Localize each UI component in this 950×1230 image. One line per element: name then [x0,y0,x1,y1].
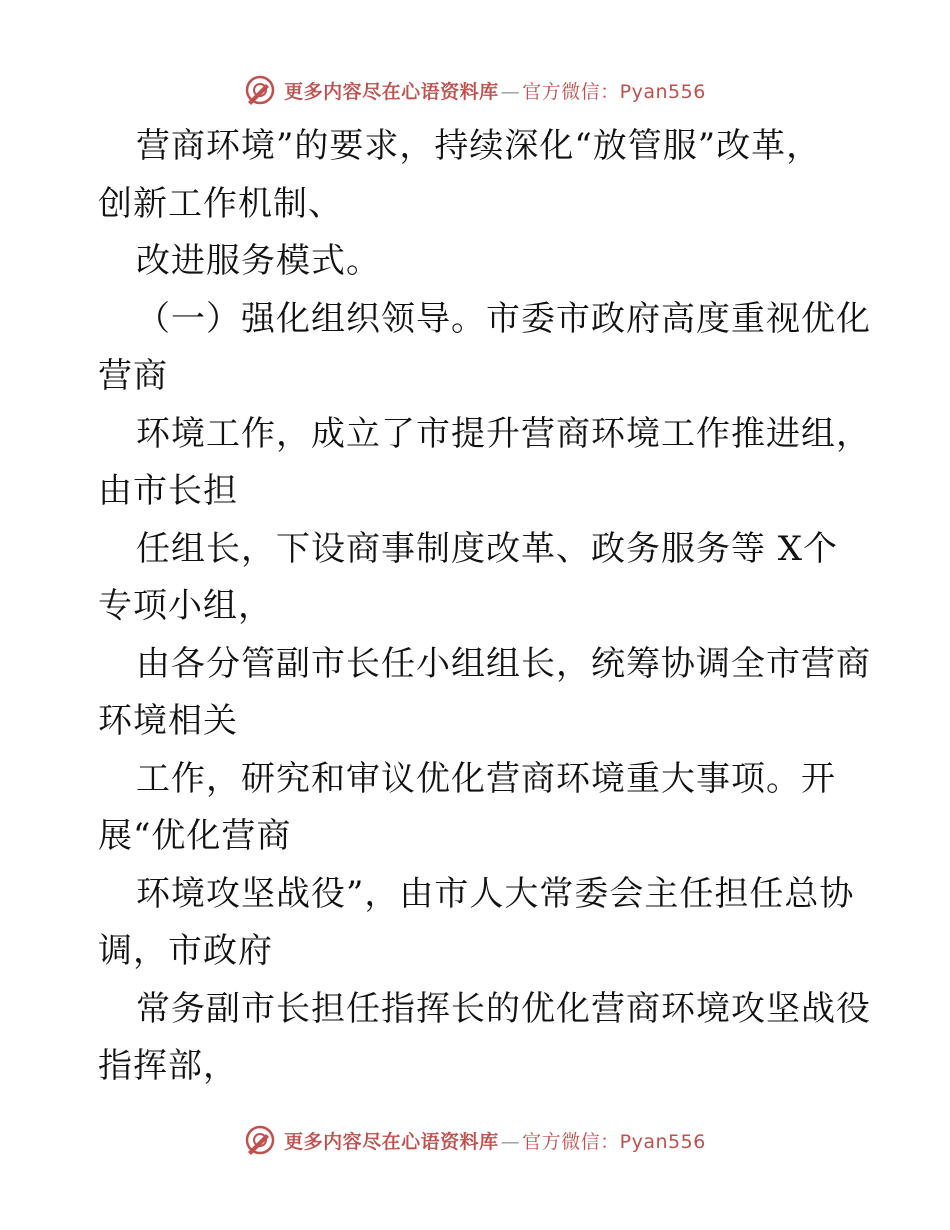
text-line: 展“优化营商 [98,816,292,856]
header-watermark [0,70,950,110]
text-line: 环境相关 [98,701,238,741]
text-line: 由市长担 [98,471,238,511]
text-line: 常务副市长担任指挥长的优化营商环境攻坚战役 [136,988,871,1029]
footer-watermark [0,1120,950,1160]
text-line: 调，市政府 [98,931,273,971]
watermark-sub-text: 官方微信：Pyan556 [522,1130,706,1153]
watermark-dash: — [500,1130,521,1153]
text-line: 创新工作机制、 [98,183,343,224]
text-line: 工作，研究和审议优化营商环境重大事项。开 [136,758,836,799]
text-line: 营商 [98,356,168,396]
pen-logo-icon [244,1124,276,1156]
text-line: （一）强化组织领导。市委市政府高度重视优化 [136,298,871,339]
watermark-main-text: 更多内容尽在心语资料库 [284,1130,499,1153]
text-line: 环境攻坚战役”，由市人大常委会主任担任总协 [136,873,855,914]
text-line: 任组长，下设商事制度改革、政务服务等 X个 [136,528,839,569]
text-line: 营商环境”的要求，持续深化“放管服”改革， [136,126,822,166]
watermark-main-text: 更多内容尽在心语资料库 [284,80,499,103]
text-line: 环境工作，成立了市提升营商环境工作推进组， [136,413,871,454]
watermark-dash: — [500,80,521,103]
text-line: 由各分管副市长任小组组长，统筹协调全市营商 [136,643,871,684]
pen-logo-icon [244,74,276,106]
text-line: 指挥部， [98,1046,238,1086]
text-line: 专项小组， [98,586,273,626]
document-body [98,118,871,1096]
text-line: 改进服务模式。 [136,241,381,281]
watermark-sub-text: 官方微信：Pyan556 [522,80,706,103]
